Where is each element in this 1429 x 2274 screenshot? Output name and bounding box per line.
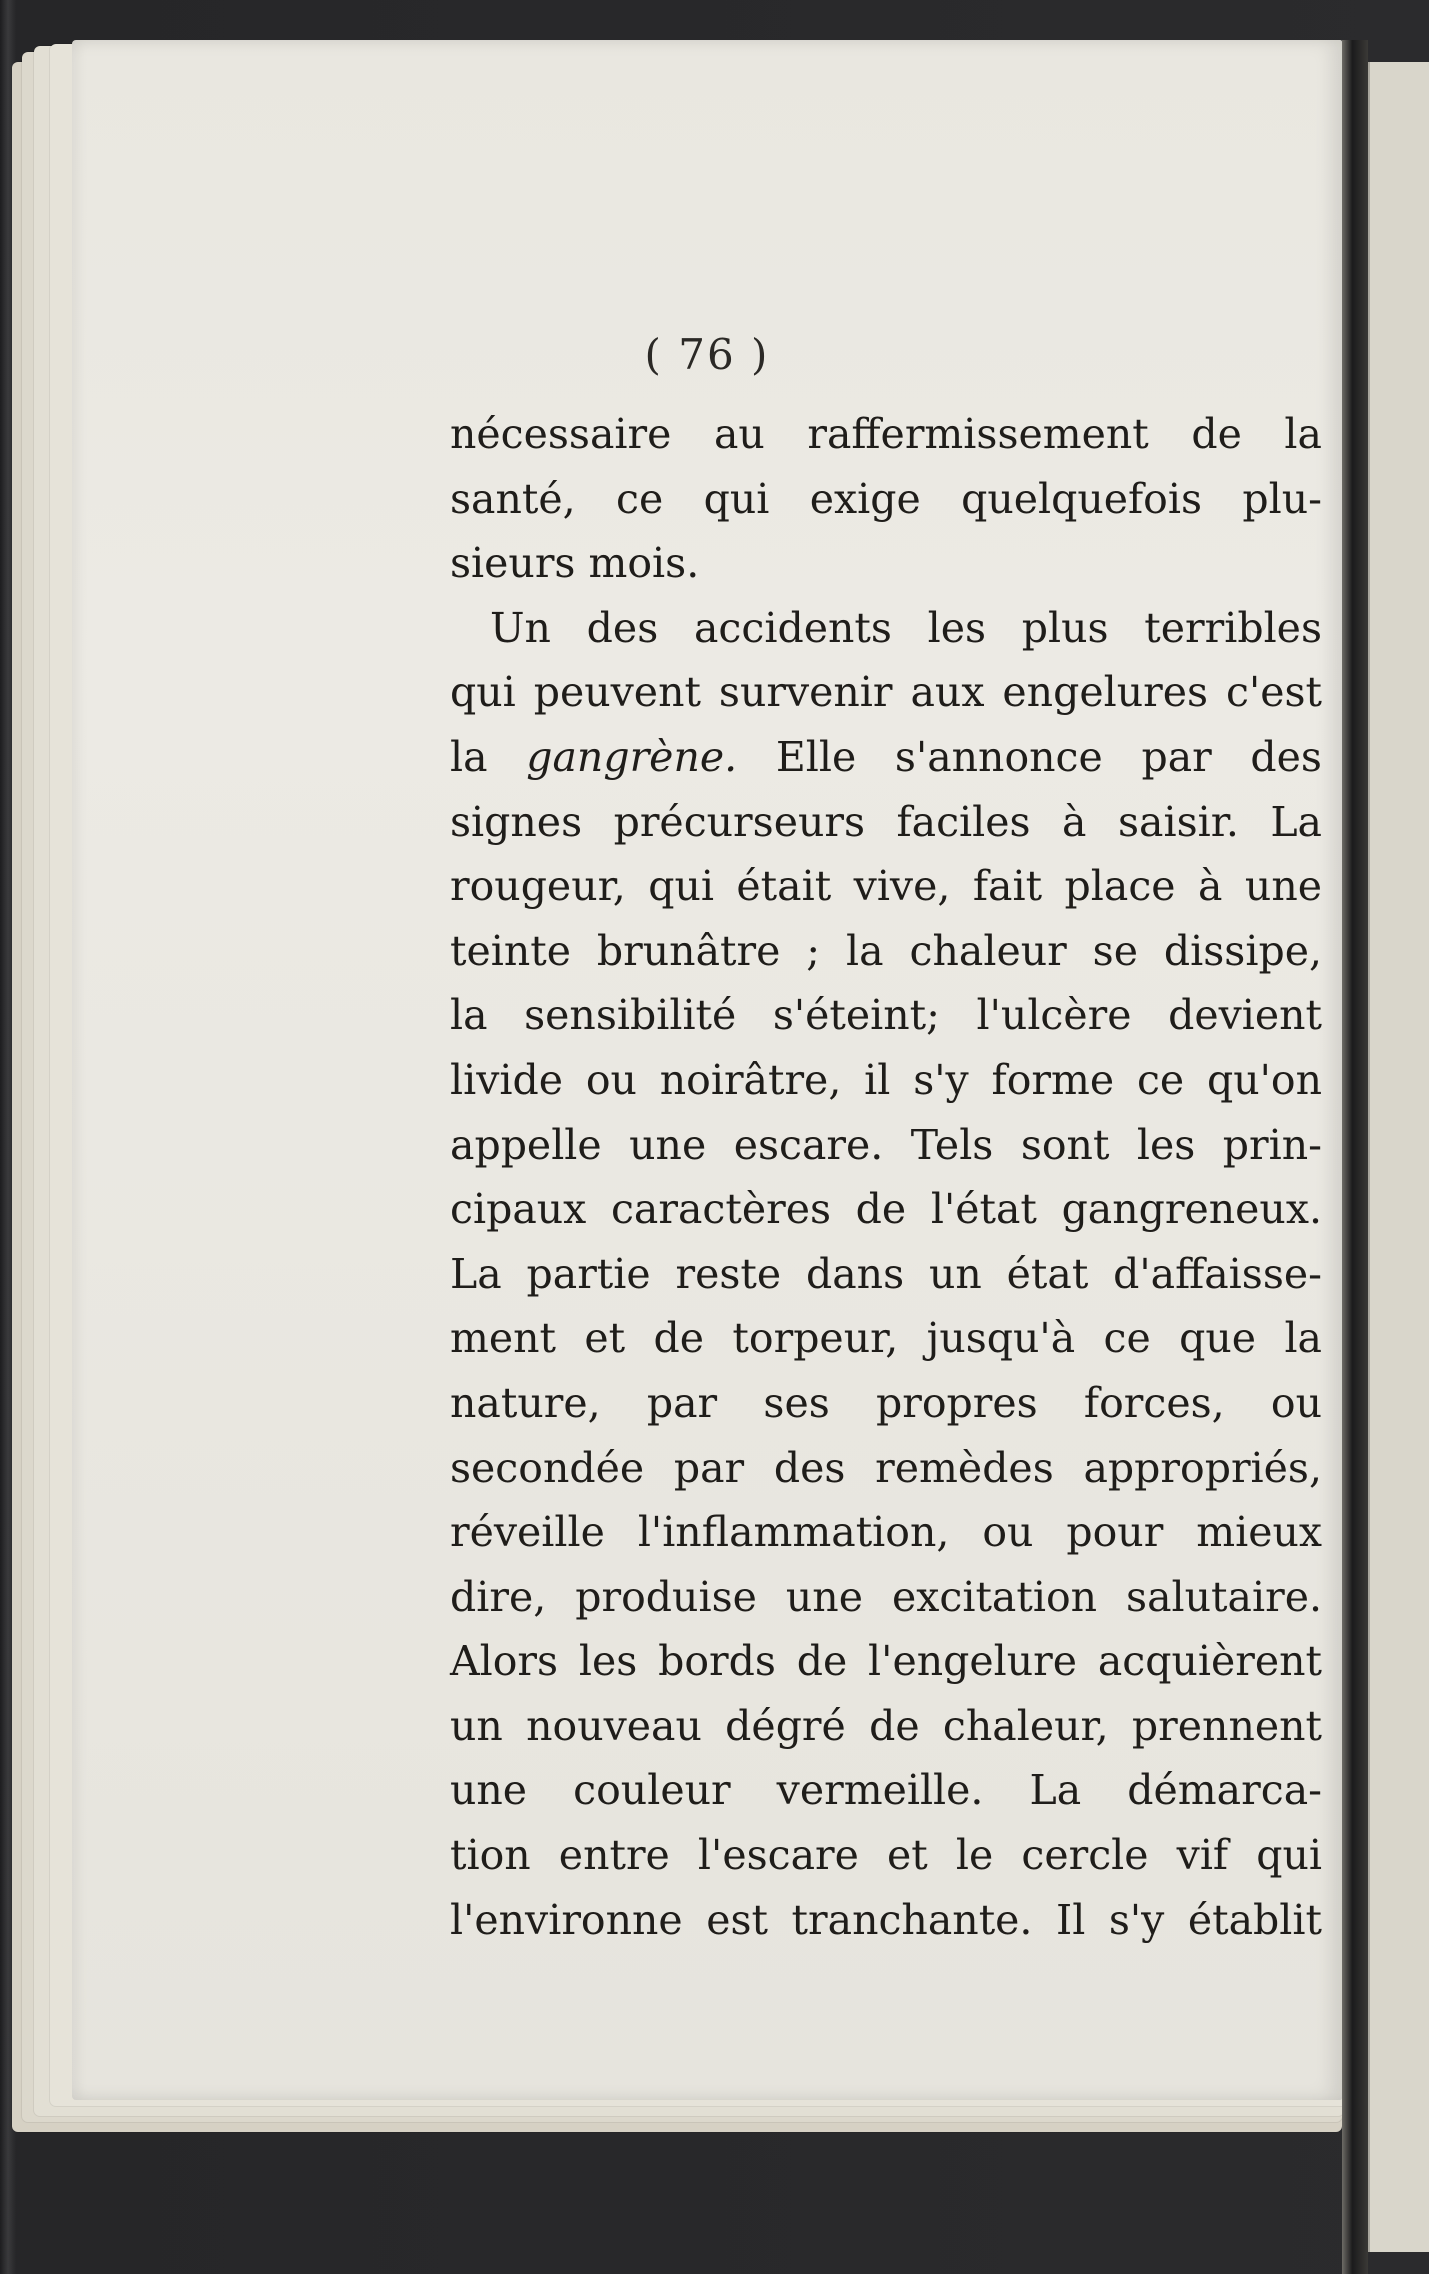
text-line: nécessaire au raffermissement de la [450,410,1322,458]
text-line: ment et de torpeur, jusqu'à ce que la [450,1314,1322,1363]
text-line: tion entre l'escare et le cercle vif qui [450,1831,1322,1880]
text-fragment: Elle s'annonce par des [775,732,1322,781]
text-line: teinte brunâtre ; la chaleur se dissipe, [450,926,1322,975]
text-line: dire, produise une excitation salutaire. [450,1572,1322,1621]
text-line-mixed [450,725,1322,790]
text-line: livide ou noirâtre, il s'y forme ce qu'on [450,1055,1322,1104]
text-line: santé, ce qui exige quelquefois plu- [450,474,1322,523]
text-line: rougeur, qui était vive, fait place à une [450,862,1322,911]
text-line: cipaux caractères de l'état gangreneux. [450,1185,1322,1234]
text-fragment: la [450,732,488,781]
text-line: secondée par des remèdes appropriés, [450,1443,1322,1492]
text-line: signes précurseurs faciles à saisir. La [450,797,1322,846]
text-line: une couleur vermeille. La démarca- [450,1766,1322,1815]
book-gutter [1342,40,1368,2274]
text-line: qui peuvent survenir aux engelures c'est [450,668,1322,717]
italic-term: gangrène. [526,732,738,781]
book-page [72,40,1342,2100]
text-line: La partie reste dans un état d'affaisse- [450,1249,1322,1298]
text-line: nature, par ses propres forces, ou [450,1378,1322,1427]
text-line: Un des accidents les plus terribles [490,603,1322,652]
facing-page-edge [1368,62,1429,2252]
page-number: ( 76 ) [644,330,770,379]
text-line: l'environne est tranchante. Il s'y établit [450,1895,1322,1944]
text-line: la sensibilité s'éteint; l'ulcère devient [450,991,1322,1040]
text-line: réveille l'inflammation, ou pour mieux [450,1508,1322,1557]
text-line: un nouveau dégré de chaleur, prennent [450,1701,1322,1750]
body-text [450,402,1322,1952]
text-line: Alors les bords de l'engelure acquièrent [450,1637,1322,1686]
text-line: sieurs mois. [450,539,700,588]
text-line: appelle une escare. Tels sont les prin- [450,1120,1322,1169]
